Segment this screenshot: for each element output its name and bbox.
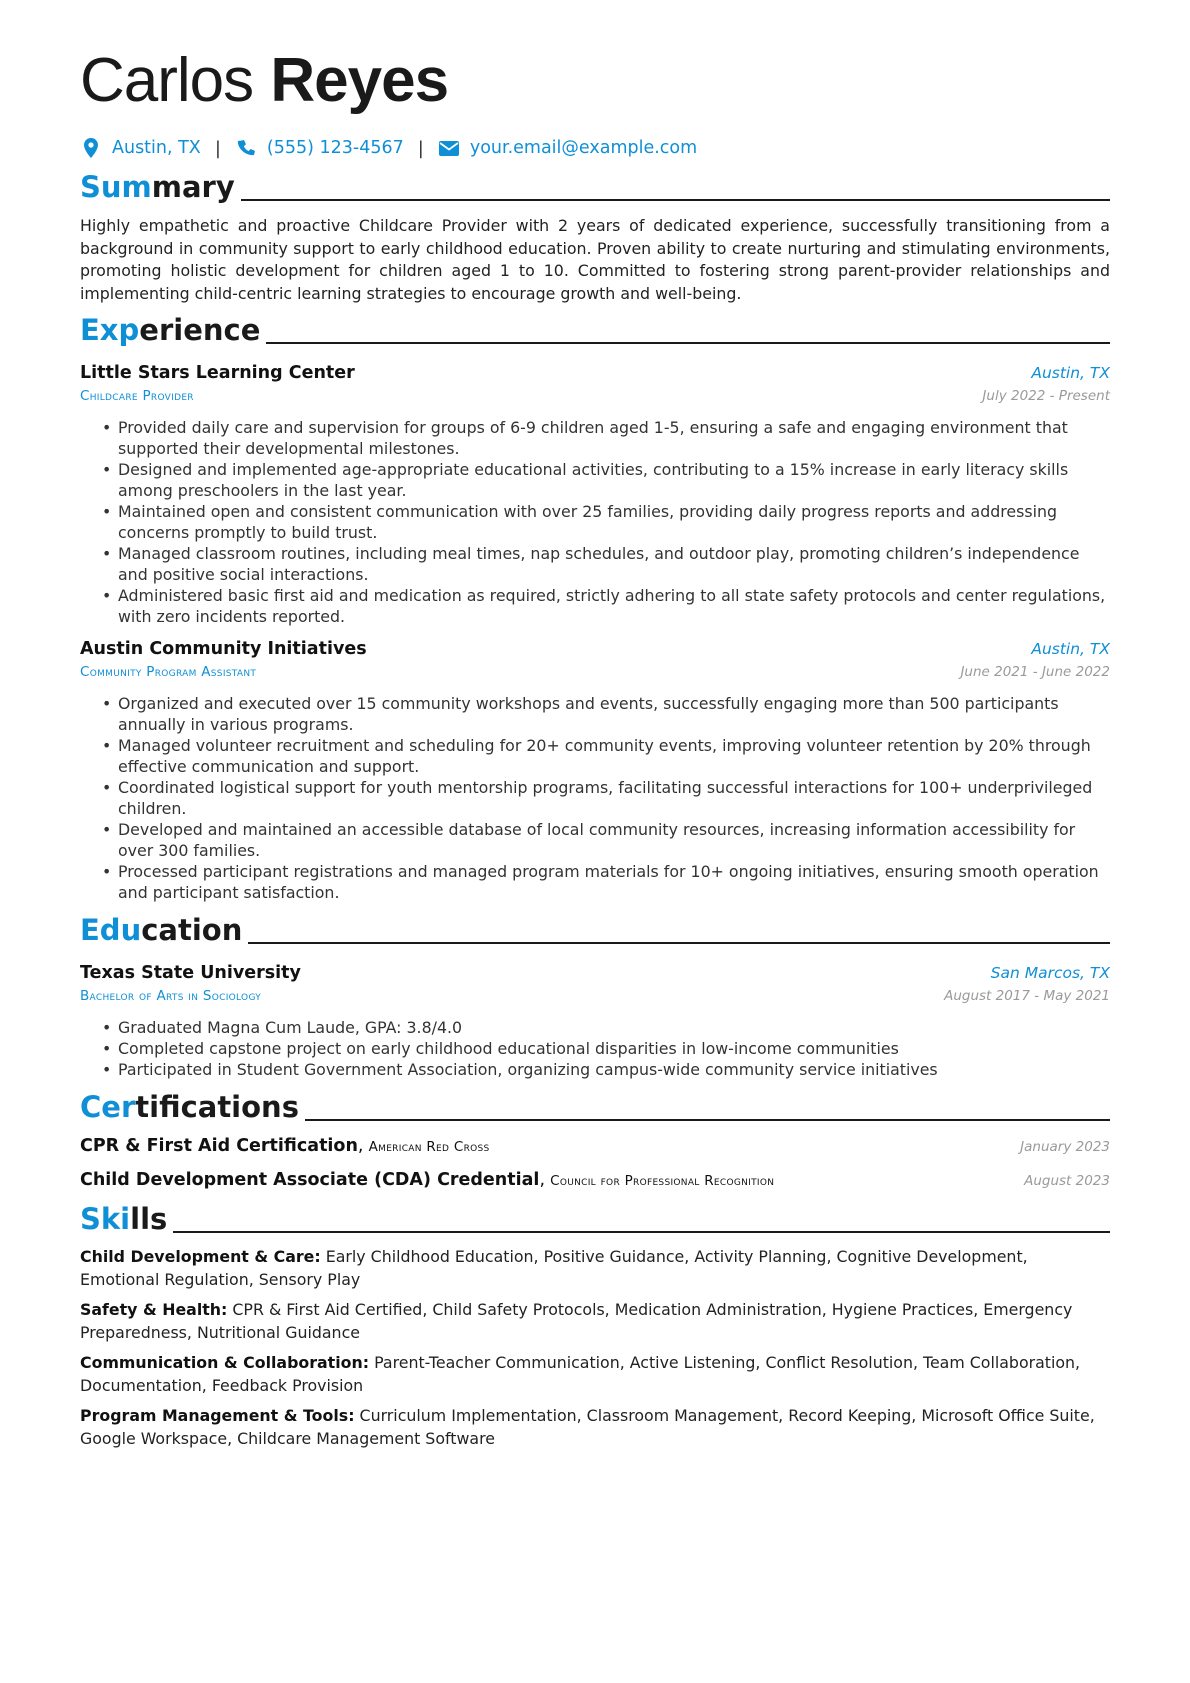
skill-group [80, 1246, 1110, 1291]
skill-category: Communication & Collaboration: [80, 1353, 370, 1372]
bullet-item: • Managed volunteer recruitment and scheduling for 20+ community events, improving volunteer retention by 20% through effective communication and support. [118, 735, 1110, 777]
bullet-item: • Coordinated logistical support for youth mentorship programs, facilitating successful interactions for 100+ underprivileged children. [118, 777, 1110, 819]
job-location: Austin, TX [1031, 364, 1110, 382]
education-heading [80, 913, 1110, 947]
section-title: Education [80, 913, 243, 947]
section-rule [173, 1231, 1110, 1233]
certification-date: August 2023 [1024, 1173, 1110, 1189]
skill-list: Curriculum Implementation, Classroom Management, Record Keeping, Microsoft Office Suite, Google Workspace, Childcare Management Software [80, 1406, 1095, 1448]
section-rule [266, 342, 1110, 344]
skills-heading [80, 1202, 1110, 1236]
bullet-item: • Completed capstone project on early childhood educational disparities in low-income communities [118, 1038, 1110, 1059]
first-name: Carlos [80, 46, 254, 115]
education-dates: August 2017 - May 2021 [944, 988, 1110, 1004]
section-rule [241, 199, 1110, 201]
education-entry [80, 961, 1110, 1080]
certification-item [80, 1170, 1110, 1192]
candidate-name [80, 38, 1110, 124]
skill-list: CPR & First Aid Certified, Child Safety Protocols, Medication Administration, Hygiene Practices, Emergency Preparedness, Nutritional Guidance [80, 1300, 1073, 1342]
job-title: Childcare Provider [80, 388, 194, 404]
last-name: Reyes [270, 46, 449, 115]
contact-phone [235, 137, 404, 159]
section-rule [248, 942, 1110, 944]
certification-separator: , [357, 1136, 364, 1156]
contact-location [80, 137, 201, 159]
summary-heading [80, 170, 1110, 204]
certification-separator: , [539, 1170, 546, 1190]
bullet-item: • Provided daily care and supervision for groups of 6-9 children aged 1-5, ensuring a safe and engaging environment that supported their developmental milestones. [118, 417, 1110, 459]
skill-list: Early Childhood Education, Positive Guidance, Activity Planning, Cognitive Development, Emotional Regulation, Sensory Play [80, 1247, 1028, 1289]
section-rule [305, 1119, 1110, 1121]
section-title: Experience [80, 313, 261, 347]
bullet-item: • Graduated Magna Cum Laude, GPA: 3.8/4.0 [118, 1017, 1110, 1038]
map-pin-icon [80, 137, 102, 159]
bullet-item: • Organized and executed over 15 community workshops and events, successfully engaging more than 500 participants annually in various programs. [118, 693, 1110, 735]
job-title: Community Program Assistant [80, 664, 257, 680]
employer-name: Little Stars Learning Center [80, 363, 355, 383]
experience-heading [80, 313, 1110, 347]
certification-issuer: American Red Cross [368, 1139, 490, 1155]
bullet-item: • Processed participant registrations and managed program materials for 10+ ongoing initiatives, ensuring smooth operation and participant satisfaction. [118, 861, 1110, 903]
degree: Bachelor of Arts in Sociology [80, 988, 262, 1004]
skill-group [80, 1299, 1110, 1344]
phone-text: (555) 123-4567 [266, 138, 404, 158]
location-text: Austin, TX [112, 138, 201, 158]
skill-category: Program Management & Tools: [80, 1406, 355, 1425]
envelope-icon [438, 137, 460, 159]
certification-issuer: Council for Professional Recognition [550, 1173, 775, 1189]
experience-entry [80, 637, 1110, 903]
job-dates: June 2021 - June 2022 [960, 664, 1110, 680]
school-name: Texas State University [80, 963, 301, 983]
bullet-item: • Maintained open and consistent communication with over 25 families, providing daily progress reports and addressing concerns promptly to build trust. [118, 501, 1110, 543]
summary-text: Highly empathetic and proactive Childcare Provider with 2 years of dedicated experience, successfully transitioning from a background in community support to early childhood education. Proven ability to create nurturing and stimulating environments, promoting holistic development for children aged 1 to 10. Committed to fostering strong parent-provider relationships and implementing child-centric learning strategies to encourage growth and well-being. [80, 216, 1110, 303]
section-title: Summary [80, 170, 235, 204]
school-location: San Marcos, TX [990, 964, 1110, 982]
certification-name: CPR & First Aid Certification [80, 1136, 358, 1156]
bullet-item: • Designed and implemented age-appropriate educational activities, contributing to a 15% increase in early literacy skills among preschoolers in the last year. [118, 459, 1110, 501]
section-title: Skills [80, 1202, 168, 1236]
employer-name: Austin Community Initiatives [80, 639, 367, 659]
skill-category: Safety & Health: [80, 1300, 228, 1319]
bullet-item: • Managed classroom routines, including meal times, nap schedules, and outdoor play, promoting children’s independence and positive social interactions. [118, 543, 1110, 585]
contact-line [80, 134, 1110, 162]
contact-email[interactable] [438, 137, 697, 159]
section-title: Certifications [80, 1090, 299, 1124]
certification-name: Child Development Associate (CDA) Credential [80, 1170, 540, 1190]
certification-item [80, 1136, 1110, 1158]
job-dates: July 2022 - Present [982, 388, 1110, 404]
bullet-item: • Participated in Student Government Association, organizing campus-wide community service initiatives [118, 1059, 1110, 1080]
contact-separator: | [417, 137, 424, 159]
skill-list: Parent-Teacher Communication, Active Listening, Conflict Resolution, Team Collaboration, Documentation, Feedback Provision [80, 1353, 1081, 1395]
job-bullets [80, 417, 1110, 627]
skill-category: Child Development & Care: [80, 1247, 321, 1266]
certifications-heading [80, 1090, 1110, 1124]
phone-icon [235, 137, 257, 159]
experience-entry [80, 361, 1110, 627]
skill-group [80, 1405, 1110, 1450]
job-bullets [80, 693, 1110, 903]
job-location: Austin, TX [1031, 640, 1110, 658]
skill-group [80, 1352, 1110, 1397]
certification-date: January 2023 [1020, 1139, 1110, 1155]
email-link[interactable]: your.email@example.com [469, 138, 698, 158]
contact-separator: | [214, 137, 221, 159]
education-bullets [80, 1017, 1110, 1080]
bullet-item: • Developed and maintained an accessible database of local community resources, increasing information accessibility for over 300 families. [118, 819, 1110, 861]
bullet-item: • Administered basic first aid and medication as required, strictly adhering to all state safety protocols and center regulations, with zero incidents reported. [118, 585, 1110, 627]
